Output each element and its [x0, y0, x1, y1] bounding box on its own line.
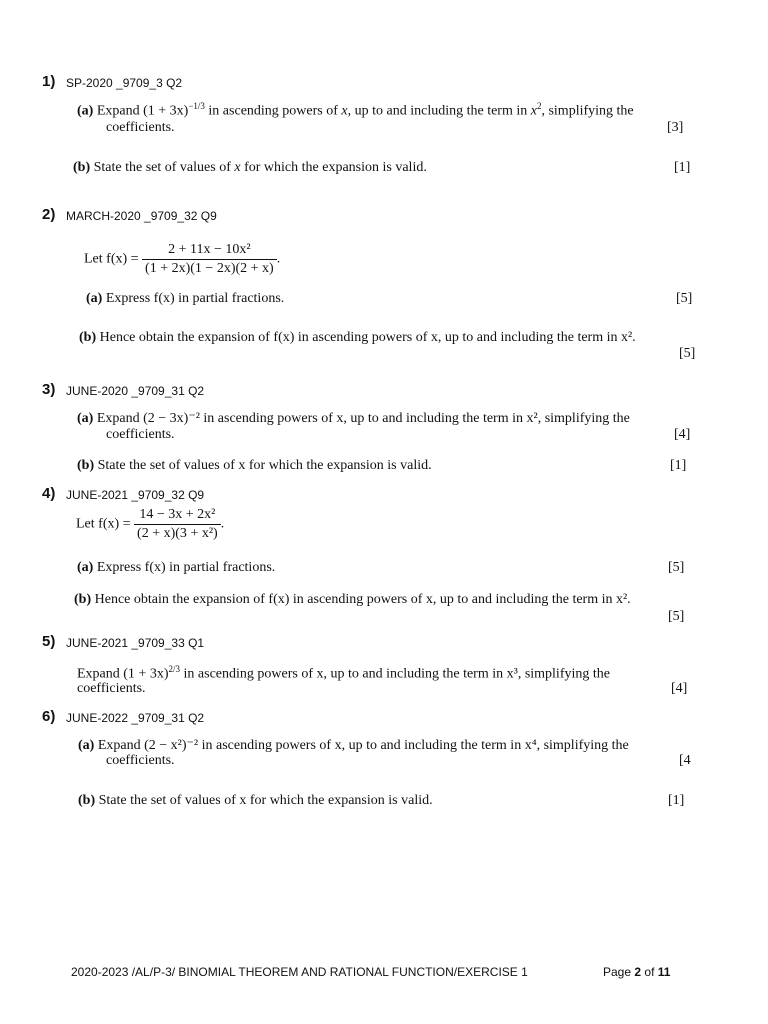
question-source: JUNE-2021 _9709_33 Q1 — [66, 636, 205, 650]
marks: [5] — [668, 560, 685, 575]
exponent-sign: − — [188, 101, 194, 111]
marks: [1] — [668, 793, 685, 808]
exponent-den: 3 — [175, 664, 181, 674]
exponent-num: 1 — [193, 101, 198, 111]
prompt-text: , simplifying the — [541, 103, 634, 119]
marks: [5] — [668, 609, 685, 624]
question-source: JUNE-2020 _9709_31 Q2 — [66, 384, 205, 398]
expand-text: Expand (1 + 3x) — [96, 103, 189, 119]
part-b-prompt — [78, 793, 433, 809]
marks: [5] — [676, 291, 693, 306]
marks: [1] — [674, 160, 691, 175]
power: 2 — [536, 101, 542, 111]
footer-title: 2020-2023 /AL/P-3/ BINOMIAL THEOREM AND RATIONAL FUNCTION/EXERCISE 1 — [71, 965, 528, 979]
question-number: 3) — [42, 381, 56, 398]
variable: x — [341, 103, 348, 119]
part-a-prompt — [86, 291, 284, 307]
page-of: of — [644, 965, 655, 979]
page-number — [603, 965, 670, 979]
numerator: 14 − 3x + 2x² — [134, 507, 221, 525]
prompt-text: in ascending powers of — [208, 103, 338, 119]
part-label: (b) — [79, 330, 97, 345]
prompt-text: State the set of values of x for which the expansion is valid. — [97, 458, 432, 473]
part-label: (a) — [77, 103, 94, 119]
marks: [4] — [671, 681, 688, 696]
prompt-continuation: coefficients. — [77, 681, 146, 696]
part-b-prompt — [77, 458, 432, 474]
period: . — [276, 251, 281, 267]
function-definition — [84, 242, 280, 277]
prompt-continuation: coefficients. — [106, 120, 175, 135]
prompt-text: Hence obtain the expansion of f(x) in ascending powers of x, up to and including the term in x². — [99, 330, 636, 345]
question-number: 2) — [42, 206, 56, 223]
question-number: 5) — [42, 633, 56, 650]
part-b-prompt — [74, 592, 631, 608]
exponent-num: 2 — [168, 664, 173, 674]
marks: [4 — [679, 753, 691, 768]
question-prompt: Expand $(1 + 3x)^{2/3}$ in ascending powers of x, up to and including the term in x³, simplifying the — [77, 664, 610, 682]
fraction — [134, 507, 221, 542]
part-label: (b) — [78, 793, 96, 808]
page-current: 2 — [634, 965, 642, 979]
part-label: (a) — [78, 738, 95, 753]
part-a-prompt — [78, 737, 629, 754]
let-text: Let f(x) = — [84, 251, 139, 267]
part-label: (b) — [74, 592, 92, 607]
prompt-text: Hence obtain the expansion of f(x) in ascending powers of x, up to and including the term in x². — [94, 592, 631, 607]
variable: x — [530, 103, 537, 119]
question-number: 6) — [42, 708, 56, 725]
prompt-text: in ascending powers of x, up to and including the term in x³, simplifying the — [183, 666, 610, 682]
prompt-continuation: coefficients. — [106, 753, 175, 768]
expand-text: Expand (1 + 3x) — [77, 666, 169, 682]
prompt-text: , up to and including the term in — [347, 103, 528, 119]
function-definition — [76, 507, 224, 542]
exponent-den: 3 — [200, 101, 205, 111]
question-number: 4) — [42, 485, 56, 502]
marks: [5] — [679, 346, 696, 361]
numerator: 2 + 11x − 10x² — [142, 242, 277, 260]
part-label: (a) — [77, 411, 94, 426]
question-number: 1) — [42, 73, 56, 90]
prompt-text: for which the expansion is valid. — [244, 160, 427, 175]
prompt-text: Express f(x) in partial fractions. — [96, 560, 276, 575]
part-a-prompt — [77, 410, 630, 427]
part-label: (a) — [86, 291, 103, 306]
fraction — [142, 242, 277, 277]
part-b-prompt — [73, 160, 427, 176]
part-label: (b) — [73, 160, 91, 175]
let-text: Let f(x) = — [76, 516, 131, 532]
page-prefix: Page — [603, 965, 632, 979]
page-total: 11 — [657, 965, 671, 979]
part-b-prompt — [79, 330, 636, 346]
question-source: JUNE-2021 _9709_32 Q9 — [66, 488, 205, 502]
marks: [4] — [674, 427, 691, 442]
variable: x — [234, 160, 241, 175]
prompt-text: State the set of values of — [93, 160, 231, 175]
prompt-text: Express f(x) in partial fractions. — [105, 291, 285, 306]
prompt-text: State the set of values of x for which the expansion is valid. — [98, 793, 433, 808]
denominator: (1 + 2x)(1 − 2x)(2 + x) — [145, 261, 274, 276]
question-source: JUNE-2022 _9709_31 Q2 — [66, 711, 205, 725]
prompt-text: Expand (2 − 3x)⁻² in ascending powers of x, up to and including the term in x², simplifying the — [96, 411, 630, 426]
part-a-prompt: (a) Expand $(1 + 3x)^{-1/3}$ in ascending powers of x, up to and including the term in $x^2$, simplifying the — [77, 101, 634, 119]
prompt-continuation: coefficients. — [106, 427, 175, 442]
part-a-prompt — [77, 560, 275, 576]
part-label: (b) — [77, 458, 95, 473]
prompt-text: Expand (2 − x²)⁻² in ascending powers of x, up to and including the term in x⁴, simplifying the — [97, 738, 629, 753]
period: . — [220, 516, 225, 532]
question-source: SP-2020 _9709_3 Q2 — [66, 76, 183, 90]
denominator: (2 + x)(3 + x²) — [137, 526, 218, 541]
marks: [1] — [670, 458, 687, 473]
marks: [3] — [667, 120, 684, 135]
part-label: (a) — [77, 560, 94, 575]
question-source: MARCH-2020 _9709_32 Q9 — [66, 209, 217, 223]
